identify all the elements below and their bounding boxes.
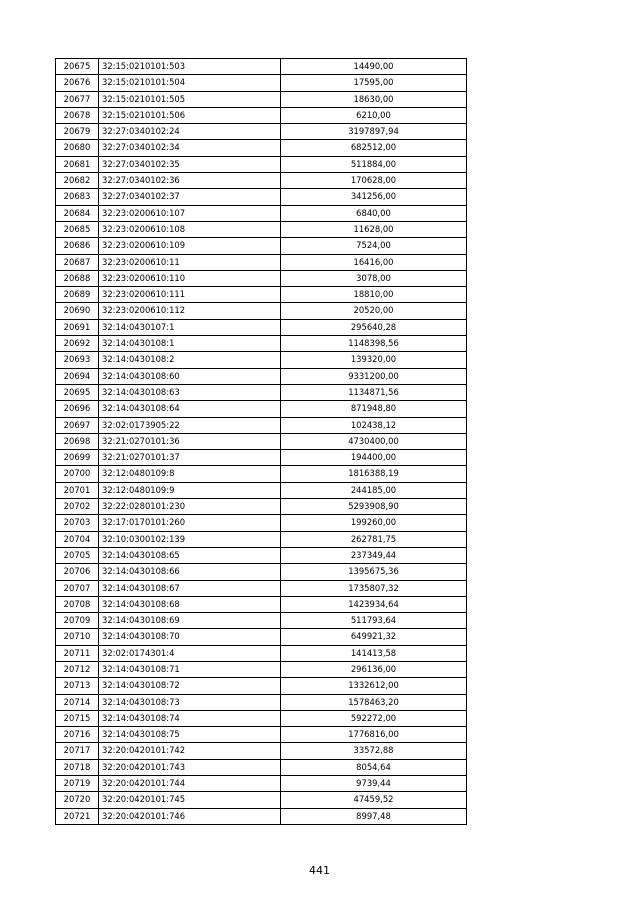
- row-number-cell: 20687: [56, 254, 99, 270]
- table-row: [56, 173, 467, 189]
- table-row: [56, 91, 467, 107]
- row-number-cell: 20720: [56, 792, 99, 808]
- table-row: [56, 482, 467, 498]
- cadastral-number-cell: 32:14:0430108:63: [99, 384, 281, 400]
- value-cell: 682512,00: [281, 140, 467, 156]
- value-cell: 1735807,32: [281, 580, 467, 596]
- value-cell: 871948,80: [281, 401, 467, 417]
- row-number-cell: 20707: [56, 580, 99, 596]
- row-number-cell: 20713: [56, 678, 99, 694]
- value-cell: 1776816,00: [281, 727, 467, 743]
- value-cell: 8997,48: [281, 808, 467, 824]
- value-cell: 1578463,20: [281, 694, 467, 710]
- cadastral-number-cell: 32:14:0430108:1: [99, 336, 281, 352]
- row-number-cell: 20680: [56, 140, 99, 156]
- value-cell: 1332612,00: [281, 678, 467, 694]
- cadastral-number-cell: 32:23:0200610:112: [99, 303, 281, 319]
- table-row: [56, 336, 467, 352]
- row-number-cell: 20690: [56, 303, 99, 319]
- row-number-cell: 20685: [56, 221, 99, 237]
- table-row: [56, 613, 467, 629]
- cadastral-number-cell: 32:14:0430108:69: [99, 613, 281, 629]
- table-row: [56, 808, 467, 824]
- cadastral-number-cell: 32:27:0340102:24: [99, 124, 281, 140]
- row-number-cell: 20708: [56, 596, 99, 612]
- cadastral-number-cell: 32:14:0430108:70: [99, 629, 281, 645]
- table-row: [56, 156, 467, 172]
- table-row: [56, 743, 467, 759]
- table-row: [56, 254, 467, 270]
- row-number-cell: 20688: [56, 270, 99, 286]
- row-number-cell: 20715: [56, 710, 99, 726]
- table-row: [56, 564, 467, 580]
- cadastral-number-cell: 32:14:0430108:73: [99, 694, 281, 710]
- table-row: [56, 515, 467, 531]
- value-cell: 296136,00: [281, 661, 467, 677]
- cadastral-number-cell: 32:02:0174301:4: [99, 645, 281, 661]
- cadastral-number-cell: 32:14:0430108:2: [99, 352, 281, 368]
- value-cell: 5293908,90: [281, 499, 467, 515]
- cadastral-number-cell: 32:23:0200610:107: [99, 205, 281, 221]
- value-cell: 341256,00: [281, 189, 467, 205]
- cadastral-number-cell: 32:20:0420101:744: [99, 776, 281, 792]
- table-row: [56, 661, 467, 677]
- row-number-cell: 20718: [56, 759, 99, 775]
- value-cell: 199260,00: [281, 515, 467, 531]
- row-number-cell: 20698: [56, 433, 99, 449]
- value-cell: 592272,00: [281, 710, 467, 726]
- table-row: [56, 645, 467, 661]
- value-cell: 1395675,36: [281, 564, 467, 580]
- value-cell: 17595,00: [281, 75, 467, 91]
- row-number-cell: 20704: [56, 531, 99, 547]
- cadastral-number-cell: 32:23:0200610:110: [99, 270, 281, 286]
- value-cell: 11628,00: [281, 221, 467, 237]
- cadastral-number-cell: 32:23:0200610:11: [99, 254, 281, 270]
- row-number-cell: 20717: [56, 743, 99, 759]
- value-cell: 295640,28: [281, 319, 467, 335]
- value-cell: 649921,32: [281, 629, 467, 645]
- cadastral-number-cell: 32:12:0480109:9: [99, 482, 281, 498]
- cadastral-number-cell: 32:14:0430108:65: [99, 547, 281, 563]
- table-row: [56, 270, 467, 286]
- value-cell: 14490,00: [281, 59, 467, 75]
- row-number-cell: 20677: [56, 91, 99, 107]
- table-row: [56, 547, 467, 563]
- table-row: [56, 450, 467, 466]
- row-number-cell: 20712: [56, 661, 99, 677]
- cadastral-number-cell: 32:20:0420101:746: [99, 808, 281, 824]
- value-cell: 6840,00: [281, 205, 467, 221]
- value-cell: 511884,00: [281, 156, 467, 172]
- cadastral-number-cell: 32:15:0210101:504: [99, 75, 281, 91]
- row-number-cell: 20697: [56, 417, 99, 433]
- table-row: [56, 59, 467, 75]
- value-cell: 102438,12: [281, 417, 467, 433]
- row-number-cell: 20678: [56, 107, 99, 123]
- row-number-cell: 20700: [56, 466, 99, 482]
- cadastral-number-cell: 32:22:0280101:230: [99, 499, 281, 515]
- table-row: [56, 238, 467, 254]
- cadastral-number-cell: 32:14:0430107:1: [99, 319, 281, 335]
- table-row: [56, 189, 467, 205]
- table-row: [56, 776, 467, 792]
- cadastral-number-cell: 32:14:0430108:67: [99, 580, 281, 596]
- table-row: [56, 107, 467, 123]
- value-cell: 237349,44: [281, 547, 467, 563]
- cadastral-number-cell: 32:27:0340102:35: [99, 156, 281, 172]
- row-number-cell: 20689: [56, 287, 99, 303]
- row-number-cell: 20694: [56, 368, 99, 384]
- value-cell: 4730400,00: [281, 433, 467, 449]
- table-row: [56, 792, 467, 808]
- table-row: [56, 303, 467, 319]
- cadastral-number-cell: 32:14:0430108:64: [99, 401, 281, 417]
- value-cell: 9739,44: [281, 776, 467, 792]
- table-row: [56, 499, 467, 515]
- page-number: 441: [309, 864, 330, 877]
- row-number-cell: 20719: [56, 776, 99, 792]
- row-number-cell: 20696: [56, 401, 99, 417]
- cadastral-value-table: [55, 58, 467, 825]
- row-number-cell: 20686: [56, 238, 99, 254]
- row-number-cell: 20706: [56, 564, 99, 580]
- row-number-cell: 20693: [56, 352, 99, 368]
- table-row: [56, 205, 467, 221]
- cadastral-number-cell: 32:14:0430108:74: [99, 710, 281, 726]
- cadastral-number-cell: 32:20:0420101:745: [99, 792, 281, 808]
- table-row: [56, 287, 467, 303]
- row-number-cell: 20709: [56, 613, 99, 629]
- cadastral-number-cell: 32:20:0420101:743: [99, 759, 281, 775]
- value-cell: 511793,64: [281, 613, 467, 629]
- cadastral-number-cell: 32:23:0200610:108: [99, 221, 281, 237]
- table-row: [56, 140, 467, 156]
- value-cell: 1134871,56: [281, 384, 467, 400]
- value-cell: 194400,00: [281, 450, 467, 466]
- cadastral-number-cell: 32:20:0420101:742: [99, 743, 281, 759]
- value-cell: 244185,00: [281, 482, 467, 498]
- row-number-cell: 20716: [56, 727, 99, 743]
- table-row: [56, 75, 467, 91]
- table-row: [56, 531, 467, 547]
- row-number-cell: 20701: [56, 482, 99, 498]
- cadastral-number-cell: 32:14:0430108:71: [99, 661, 281, 677]
- table-row: [56, 466, 467, 482]
- row-number-cell: 20681: [56, 156, 99, 172]
- table-row: [56, 580, 467, 596]
- value-cell: 141413,58: [281, 645, 467, 661]
- table-row: [56, 368, 467, 384]
- value-cell: 6210,00: [281, 107, 467, 123]
- value-cell: 18810,00: [281, 287, 467, 303]
- value-cell: 16416,00: [281, 254, 467, 270]
- table-body: [56, 59, 467, 825]
- value-cell: 1148398,56: [281, 336, 467, 352]
- row-number-cell: 20721: [56, 808, 99, 824]
- table-row: [56, 694, 467, 710]
- cadastral-number-cell: 32:14:0430108:75: [99, 727, 281, 743]
- cadastral-number-cell: 32:15:0210101:506: [99, 107, 281, 123]
- row-number-cell: 20711: [56, 645, 99, 661]
- cadastral-number-cell: 32:15:0210101:505: [99, 91, 281, 107]
- row-number-cell: 20702: [56, 499, 99, 515]
- row-number-cell: 20676: [56, 75, 99, 91]
- table-row: [56, 727, 467, 743]
- table-row: [56, 678, 467, 694]
- table-row: [56, 629, 467, 645]
- table-row: [56, 596, 467, 612]
- cadastral-number-cell: 32:14:0430108:60: [99, 368, 281, 384]
- table-row: [56, 221, 467, 237]
- value-cell: 9331200,00: [281, 368, 467, 384]
- value-cell: 262781,75: [281, 531, 467, 547]
- table-row: [56, 433, 467, 449]
- value-cell: 170628,00: [281, 173, 467, 189]
- cadastral-number-cell: 32:12:0480109:8: [99, 466, 281, 482]
- value-cell: 1816388,19: [281, 466, 467, 482]
- table-row: [56, 352, 467, 368]
- row-number-cell: 20691: [56, 319, 99, 335]
- table-row: [56, 759, 467, 775]
- cadastral-number-cell: 32:27:0340102:37: [99, 189, 281, 205]
- cadastral-number-cell: 32:10:0300102:139: [99, 531, 281, 547]
- value-cell: 47459,52: [281, 792, 467, 808]
- row-number-cell: 20675: [56, 59, 99, 75]
- cadastral-number-cell: 32:17:0170101:260: [99, 515, 281, 531]
- row-number-cell: 20679: [56, 124, 99, 140]
- value-cell: 139320,00: [281, 352, 467, 368]
- cadastral-number-cell: 32:02:0173905:22: [99, 417, 281, 433]
- table-row: [56, 417, 467, 433]
- table-row: [56, 319, 467, 335]
- table-row: [56, 124, 467, 140]
- value-cell: 33572,88: [281, 743, 467, 759]
- value-cell: 20520,00: [281, 303, 467, 319]
- row-number-cell: 20695: [56, 384, 99, 400]
- cadastral-number-cell: 32:21:0270101:37: [99, 450, 281, 466]
- value-cell: 3078,00: [281, 270, 467, 286]
- cadastral-number-cell: 32:14:0430108:68: [99, 596, 281, 612]
- cadastral-number-cell: 32:21:0270101:36: [99, 433, 281, 449]
- row-number-cell: 20683: [56, 189, 99, 205]
- row-number-cell: 20699: [56, 450, 99, 466]
- table-row: [56, 401, 467, 417]
- value-cell: 18630,00: [281, 91, 467, 107]
- row-number-cell: 20710: [56, 629, 99, 645]
- cadastral-number-cell: 32:15:0210101:503: [99, 59, 281, 75]
- cadastral-number-cell: 32:14:0430108:66: [99, 564, 281, 580]
- row-number-cell: 20703: [56, 515, 99, 531]
- value-cell: 8054,64: [281, 759, 467, 775]
- cadastral-number-cell: 32:14:0430108:72: [99, 678, 281, 694]
- value-cell: 3197897,94: [281, 124, 467, 140]
- row-number-cell: 20684: [56, 205, 99, 221]
- row-number-cell: 20705: [56, 547, 99, 563]
- cadastral-number-cell: 32:27:0340102:34: [99, 140, 281, 156]
- cadastral-number-cell: 32:23:0200610:111: [99, 287, 281, 303]
- cadastral-number-cell: 32:23:0200610:109: [99, 238, 281, 254]
- cadastral-number-cell: 32:27:0340102:36: [99, 173, 281, 189]
- table-row: [56, 384, 467, 400]
- value-cell: 1423934,64: [281, 596, 467, 612]
- table-row: [56, 710, 467, 726]
- row-number-cell: 20714: [56, 694, 99, 710]
- value-cell: 7524,00: [281, 238, 467, 254]
- row-number-cell: 20692: [56, 336, 99, 352]
- row-number-cell: 20682: [56, 173, 99, 189]
